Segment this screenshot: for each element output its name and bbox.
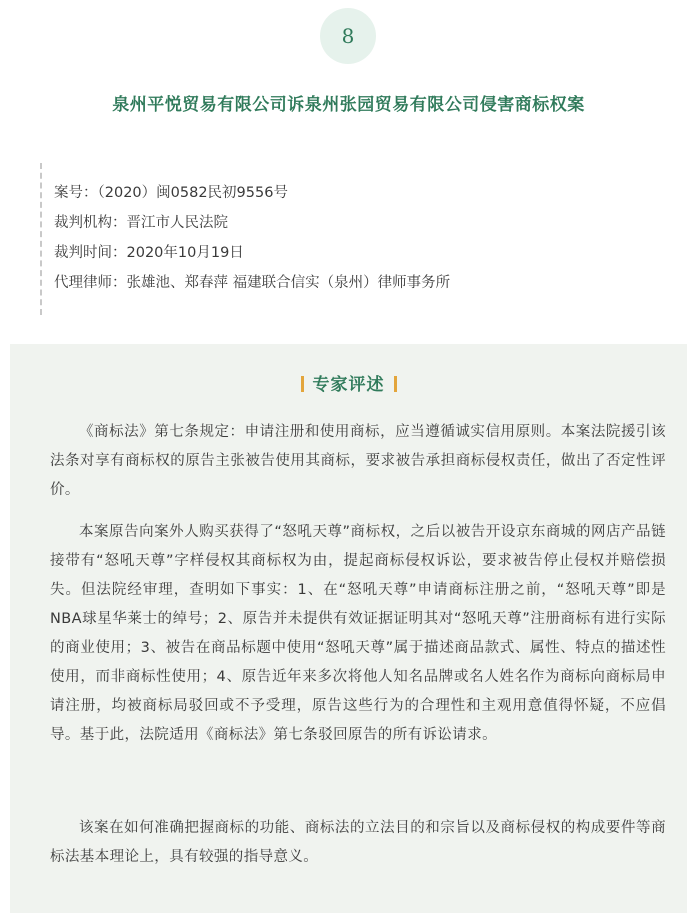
meta-label: 裁判机构：	[54, 215, 127, 231]
meta-label: 裁判时间：	[54, 245, 127, 261]
title-accent-bar	[394, 376, 397, 392]
meta-label: 案号：	[54, 185, 98, 201]
meta-date	[54, 241, 244, 262]
meta-value: 晋江市人民法院	[126, 215, 228, 231]
meta-label: 代理律师：	[54, 275, 127, 291]
meta-value: 张雄池、郑春萍 福建联合信实（泉州）律师事务所	[126, 275, 451, 291]
case-number-badge: 8	[320, 8, 376, 64]
expert-review-panel	[10, 344, 687, 913]
review-paragraph: 《商标法》第七条规定：申请注册和使用商标，应当遵循诚实信用原则。本案法院援引该法条对享有商标权的原告主张被告使用其商标，要求被告承担商标侵权责任，做出了否定性评价。	[50, 424, 666, 498]
case-meta	[40, 163, 662, 315]
meta-value: 2020年10月19日	[126, 245, 244, 261]
meta-value: （2020）闽0582民初9556号	[97, 185, 288, 201]
meta-court	[54, 211, 228, 232]
meta-case-no	[54, 181, 288, 202]
meta-lawyers	[54, 271, 450, 292]
review-paragraph: 本案原告向案外人购买获得了“怒吼天尊”商标权，之后以被告开设京东商城的网店产品链接带有“怒吼天尊”字样侵权其商标权为由，提起商标侵权诉讼，要求被告停止侵权并赔偿损失。但法院经审理，查明如下事实：1、在“怒吼天尊”申请商标注册之前，“怒吼天尊”即是NBA球星华莱士的绰号；2、原告并未提供有效证据证明其对“怒吼天尊”注册商标有进行实际的商业使用；3、被告在商品标题中使用“怒吼天尊”属于描述商品款式、属性、特点的描述性使用，而非商标性使用；4、原告近年来多次将他人知名品牌或名人姓名作为商标向商标局申请注册，均被商标局驳回或不予受理，原告这些行为的合理性和主观用意值得怀疑，不应倡导。基于此，法院适用《商标法》第七条驳回原告的所有诉讼请求。	[50, 524, 666, 743]
expert-review-title-text: 专家评述	[312, 375, 385, 395]
case-title: 泉州平悦贸易有限公司诉泉州张园贸易有限公司侵害商标权案	[112, 95, 585, 115]
review-paragraph: 该案在如何准确把握商标的功能、商标法的立法目的和宗旨以及商标侵权的构成要件等商标法基本理论上，具有较强的指导意义。	[50, 820, 666, 865]
title-accent-bar	[301, 376, 304, 392]
expert-review-title	[10, 370, 687, 395]
